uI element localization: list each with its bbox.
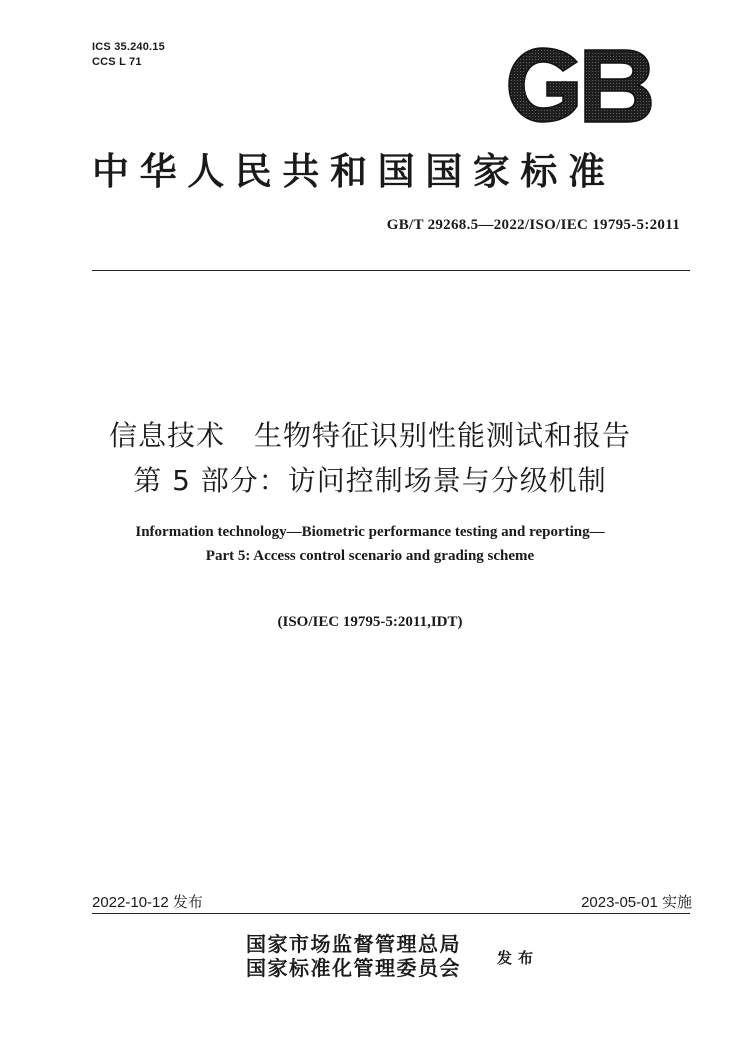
implementation-date: 2023-05-01 实施 (581, 894, 692, 911)
issuer-line2: 国家标准化管理委员会 (246, 956, 461, 980)
standard-title: 中华人民共和国国家标准 (92, 149, 616, 193)
ics-code: ICS 35.240.15 (92, 41, 165, 53)
standard-number: GB/T 29268.5—2022/ISO/IEC 19795-5:2011 (386, 217, 680, 233)
title-english-line1: Information technology—Biometric performance testing and reporting— (135, 524, 605, 540)
title-english-line2: Part 5: Access control scenario and grading scheme (205, 548, 535, 564)
issue-action: 发布 (497, 949, 540, 967)
bottom-divider (92, 913, 690, 914)
issuer-line1: 国家市场监督管理总局 (246, 932, 461, 956)
adoption-note: (ISO/IEC 19795-5:2011,IDT) (277, 614, 463, 630)
title-chinese-line1: 信息技术 生物特征识别性能测试和报告 (108, 419, 631, 452)
issue-date: 2022-10-12 发布 (92, 894, 203, 911)
classification-codes (92, 40, 165, 70)
ccs-code: CCS L 71 (92, 56, 142, 68)
gb-logo-icon (507, 46, 653, 124)
title-chinese-line2: 第 5 部分：访问控制场景与分级机制 (133, 464, 607, 497)
top-divider (92, 270, 690, 271)
issuing-authorities (246, 932, 461, 980)
